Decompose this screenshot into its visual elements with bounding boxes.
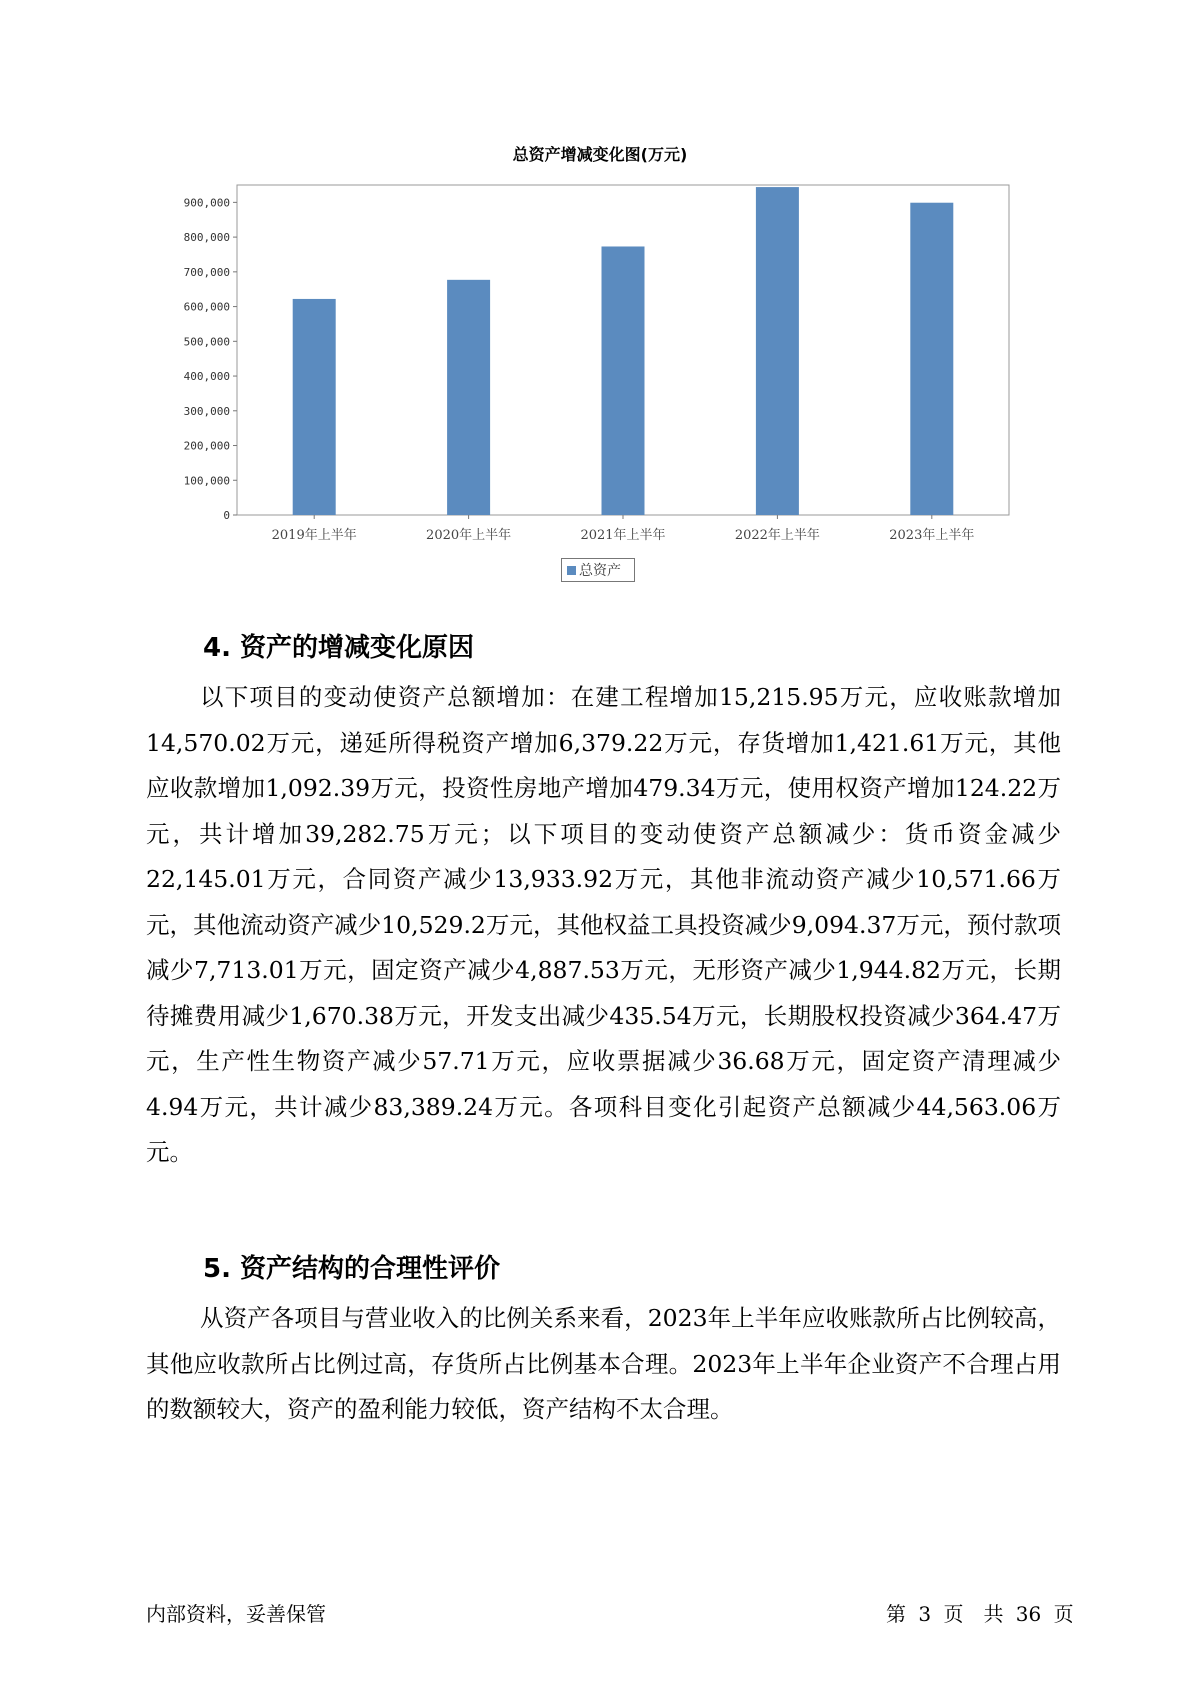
section-paragraph-5: 从资产各项目与营业收入的比例关系来看，2023年上半年应收账款所占比例较高，其他应收款所占比例过高，存货所占比例基本合理。2023年上半年企业资产不合理占用的数额较大，资产的盈利能力较低，资产结构不太合理。: [146, 1304, 1061, 1423]
bar: [602, 246, 645, 515]
y-tick-label: 700,000: [183, 265, 230, 279]
section-heading-5: 5. 资产结构的合理性评价: [203, 1254, 501, 1284]
bar-chart: [0, 0, 1191, 560]
section-heading-4: 4. 资产的增减变化原因: [203, 633, 475, 663]
legend-label: 总资产: [579, 563, 621, 579]
y-tick-label: 200,000: [183, 439, 230, 453]
x-tick-label: 2022年上半年: [734, 528, 820, 543]
y-tick-label: 900,000: [183, 196, 230, 210]
y-tick-label: 500,000: [183, 335, 230, 349]
footer-confidential-note: 内部资料，妥善保管: [146, 1602, 326, 1626]
x-tick-label: 2023年上半年: [889, 528, 975, 543]
bar: [447, 280, 490, 515]
footer-page-number: 第 3 页 共 36 页: [886, 1602, 1074, 1626]
y-tick-label: 100,000: [183, 474, 230, 488]
section-paragraph-4: 以下项目的变动使资产总额增加：在建工程增加15,215.95万元，应收账款增加14,570.02万元，递延所得税资产增加6,379.22万元，存货增加1,421.61万元，其他应收款增加1,092.39万元，投资性房地产增加479.34万元，使用权资产增加124.22万元，共计增加39,282.75万元；以下项目的变动使资产总额减少：货币资金减少22,145.01万元，合同资产减少13,933.92万元，其他非流动资产减少10,571.66万元，其他流动资产减少10,529.2万元，其他权益工具投资减少9,094.37万元，预付款项减少7,713.01万元，固定资产减少4,887.53万元，无形资产减少1,944.82万元，长期待摊费用减少1,670.38万元，开发支出减少435.54万元，长期股权投资减少364.47万元，生产性生物资产减少57.71万元，应收票据减少36.68万元，固定资产清理减少4.94万元，共计减少83,389.24万元。各项科目变化引起资产总额减少44,563.06万元。: [146, 683, 1061, 1166]
y-axis-tick-labels: [184, 196, 230, 522]
y-tick-label: 0: [223, 509, 230, 522]
x-axis-tick-labels: [272, 527, 975, 543]
x-tick-label: 2021年上半年: [580, 528, 666, 543]
chart-legend: [561, 558, 635, 582]
y-tick-label: 600,000: [183, 300, 230, 314]
y-tick-label: 400,000: [183, 370, 230, 384]
legend-swatch: [567, 566, 576, 575]
y-tick-label: 800,000: [183, 231, 230, 245]
x-tick-label: 2020年上半年: [426, 528, 512, 543]
bar: [756, 187, 799, 515]
y-tick-label: 300,000: [183, 404, 230, 418]
bar: [910, 203, 953, 515]
x-tick-label: 2019年上半年: [271, 528, 357, 543]
bar: [293, 299, 336, 515]
chart-title: 总资产增减变化图(万元): [512, 145, 688, 164]
